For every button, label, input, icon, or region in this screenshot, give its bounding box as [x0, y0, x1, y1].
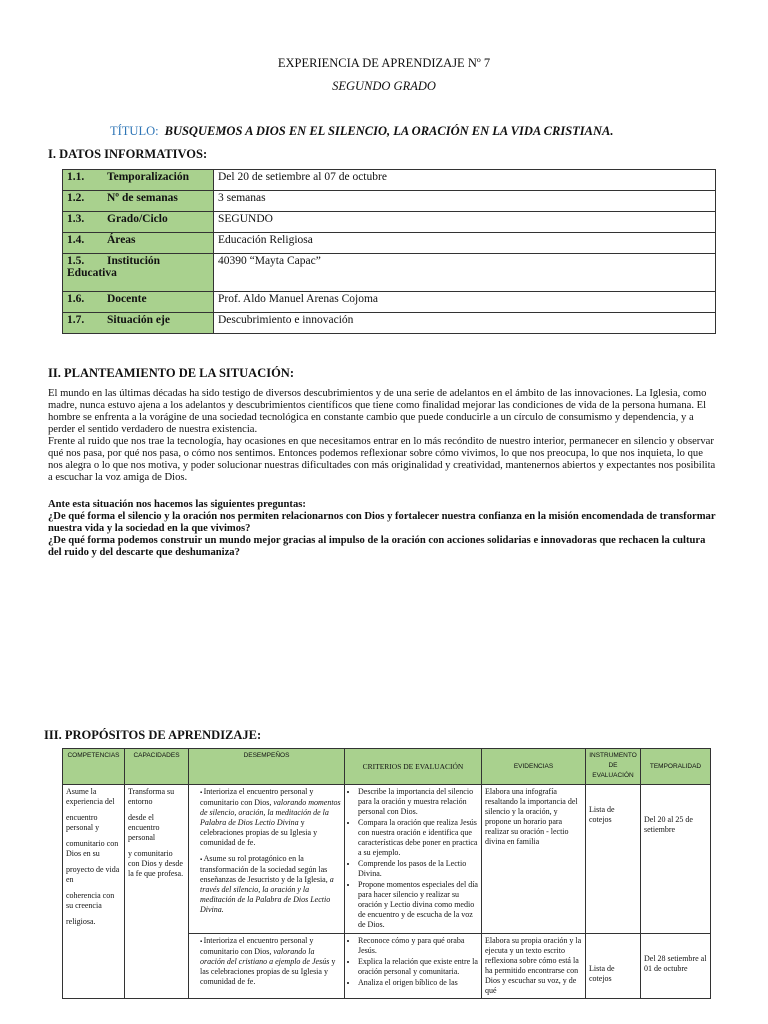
info-key-label: Docente [107, 293, 147, 305]
instrumento-cell: Lista de cotejos [586, 785, 641, 934]
criterio-item: • Reconoce cómo y para qué oraba Jesús. [358, 936, 478, 956]
info-key-label: Nº de semanas [107, 192, 178, 204]
criterios-cell [345, 934, 482, 999]
info-value: Educación Religiosa [214, 233, 716, 254]
experience-title [110, 124, 613, 139]
capacidades-cell [125, 785, 189, 999]
info-value: Prof. Aldo Manuel Arenas Cojoma [214, 292, 716, 313]
info-number: 1.3. [67, 213, 85, 225]
title-label: TÍTULO: [110, 124, 159, 138]
competencias-cell [63, 785, 125, 999]
header-evidencias: EVIDENCIAS [482, 749, 586, 785]
evidencia-cell: Elabora una infografía resaltando la importancia del silencio y la oración, y propone un horario para realizar su oración - lectio divina en familia [482, 785, 586, 934]
capacidad-line: desde el encuentro personal [128, 813, 160, 842]
desempenos-cell [189, 934, 345, 999]
desempeno-item: ▪ Interioriza el encuentro personal y comunitario con Dios, valorando momentos de silencio, oración, la meditación de la Palabra de Dios Lectio Divina y celebraciones propias de su Iglesia y comunidad de fe. [200, 787, 341, 848]
temporalidad-cell: Del 20 al 25 de setiembre [641, 785, 711, 934]
info-row [63, 313, 716, 334]
criterio-item: • Explica la relación que existe entre la oración personal y comunitaria. [358, 957, 478, 977]
info-key [63, 212, 214, 233]
info-row [63, 292, 716, 313]
info-key [63, 254, 214, 292]
pregunta-2: ¿De qué forma podemos construir un mundo mejor gracias al impulso de la oración con acciones solidarias e innovadoras que rechacen la cultura del ruido y del descarte que deshumaniza? [48, 535, 706, 558]
criterio-item: • Describe la importancia del silencio para la oración y muestra relación personal con Dios. [358, 787, 478, 817]
info-value: 40390 “Mayta Capac” [214, 254, 716, 292]
info-key-label: Temporalización [107, 171, 189, 183]
temporalidad-cell: Del 28 setiembre al 01 de octubre [641, 934, 711, 999]
capacidad-line: y comunitario con Dios y desde la fe que profesa. [128, 849, 184, 878]
info-row [63, 191, 716, 212]
competencia-line: proyecto de vida en [66, 865, 120, 884]
title-text: BUSQUEMOS A DIOS EN EL SILENCIO, LA ORACIÓN EN LA VIDA CRISTIANA. [164, 124, 614, 138]
info-key [63, 233, 214, 254]
competencia-line: religiosa. [66, 917, 96, 926]
info-key [63, 292, 214, 313]
instrumento-cell: Lista de cotejos [586, 934, 641, 999]
pregunta-1: ¿De qué forma el silencio y la oración nos permiten relacionarnos con Dios y fortalecer nuestra confianza en la misión encomendada de transformar nuestra vida y la sociedad en la que vivimos? [48, 511, 716, 534]
info-number: 1.6. [67, 293, 85, 305]
desempeno-item: ▪ Asume su rol protagónico en la transformación de la sociedad según las enseñanzas de Jesucristo y de la Iglesia, a través del silencio, la oración y la meditación de la Palabra de Dios Lectio Divina. [200, 854, 341, 915]
info-key-label: Grado/Ciclo [107, 213, 168, 225]
competencia-line: comunitario con Dios en su [66, 839, 119, 858]
info-key [63, 313, 214, 334]
document-title: EXPERIENCIA DE APRENDIZAJE Nº 7 [277, 56, 491, 70]
header-capacidades: CAPACIDADES [125, 749, 189, 785]
preguntas-intro: Ante esta situación nos hacemos las siguientes preguntas: [48, 499, 306, 510]
competencia-line: encuentro personal y [66, 813, 100, 832]
situacion-paragraph-1: El mundo en las últimas décadas ha sido testigo de diversos descubrimientos y de una serie de adelantos en el ámbito de las innovaciones. La Iglesia, como madre, nunca estuvo ajena a los adelantos y descubrimientos científicos que tiene como finalidad mejorar las condiciones de vida de la persona humana. El hombre se enfrenta a la vorágine de una sociedad tecnológica en constante cambio que puede conducirle a un círculo de consumismo y dependencia, y a perder el sentido verdadero de nuestra existencia. [48, 388, 707, 435]
capacidad-line: Transforma su entorno [128, 787, 175, 806]
header-criterios: CRITERIOS DE EVALUACIÓN [345, 749, 482, 785]
criterio-item: • Compara la oración que realiza Jesús con nuestra oración e identifica que características debe poner en practica a su ejemplo. [358, 818, 478, 858]
competencia-line: coherencia con su creencia [66, 891, 115, 910]
info-row [63, 212, 716, 233]
info-row [63, 233, 716, 254]
desempeno-item: ▪ Interioriza el encuentro personal y comunitario con Dios, valorando la oración del cristiano a ejemplo de Jesús y las celebraciones propias de su Iglesia y comunidad de fe. [200, 936, 341, 987]
header-temporalidad: TEMPORALIDAD [641, 749, 711, 785]
competencia-line: Asume la experiencia del [66, 787, 115, 806]
section-datos-heading: I. DATOS INFORMATIVOS: [48, 147, 208, 161]
info-number: 1.1. [67, 171, 85, 183]
info-value: SEGUNDO [214, 212, 716, 233]
criterio-item: • Comprende los pasos de la Lectio Divina. [358, 859, 478, 879]
criterio-item: • Analiza el origen bíblico de las [358, 978, 478, 988]
criterios-cell [345, 785, 482, 934]
info-row [63, 254, 716, 292]
criterio-item: • Propone momentos especiales del día para hacer silencio y realizar su oración y Lectio divina como medio de encuentro y de escucha de la voz de Dios. [358, 880, 478, 930]
info-key-label: Institución Educativa [67, 255, 161, 279]
info-number: 1.5. [67, 255, 85, 267]
document-subtitle: SEGUNDO GRADO [332, 79, 436, 93]
info-value: Del 20 de setiembre al 07 de octubre [214, 170, 716, 191]
info-number: 1.7. [67, 314, 85, 326]
header-competencias: COMPETENCIAS [63, 749, 125, 785]
info-row [63, 170, 716, 191]
info-value: Descubrimiento e innovación [214, 313, 716, 334]
section-planteamiento-heading: II. PLANTEAMIENTO DE LA SITUACIÓN: [48, 366, 294, 380]
section-propositos-heading: III. PROPÓSITOS DE APRENDIZAJE: [44, 728, 262, 742]
info-number: 1.2. [67, 192, 85, 204]
datos-informativos-table [62, 169, 716, 334]
info-key [63, 170, 214, 191]
info-key [63, 191, 214, 212]
info-value: 3 semanas [214, 191, 716, 212]
info-key-label: Situación eje [107, 314, 170, 326]
info-number: 1.4. [67, 234, 85, 246]
desempenos-cell [189, 785, 345, 934]
evidencia-cell: Elabora su propia oración y la ejecuta y un texto escrito reflexiona sobre cómo está la ha permitido encontrarse con Dios y escuchar su voz, y de qué [482, 934, 586, 999]
situacion-paragraph-2: Frente al ruido que nos trae la tecnología, hay ocasiones en que necesitamos entrar en lo más recóndito de nuestro interior, permanecer en silencio y observar qué nos pasa, por qué nos pasa, o cómo nos sentimos. Entonces podemos reflexionar sobre cómo vivimos, lo que nos preocupa, lo que nos inquieta, lo que nos alegra o lo que nos motiva, y poder solucionar nuestras dificultades con más originalidad y creatividad, mantenernos abiertos y expectantes nos posibilita a escuchar la voz amiga de Dios. [48, 436, 716, 483]
header-desempenos: DESEMPEÑOS [189, 749, 345, 785]
info-key-label: Áreas [107, 234, 136, 246]
propositos-table [62, 748, 711, 999]
header-instrumento: INSTRUMENTO DE EVALUACIÓN [586, 749, 641, 785]
